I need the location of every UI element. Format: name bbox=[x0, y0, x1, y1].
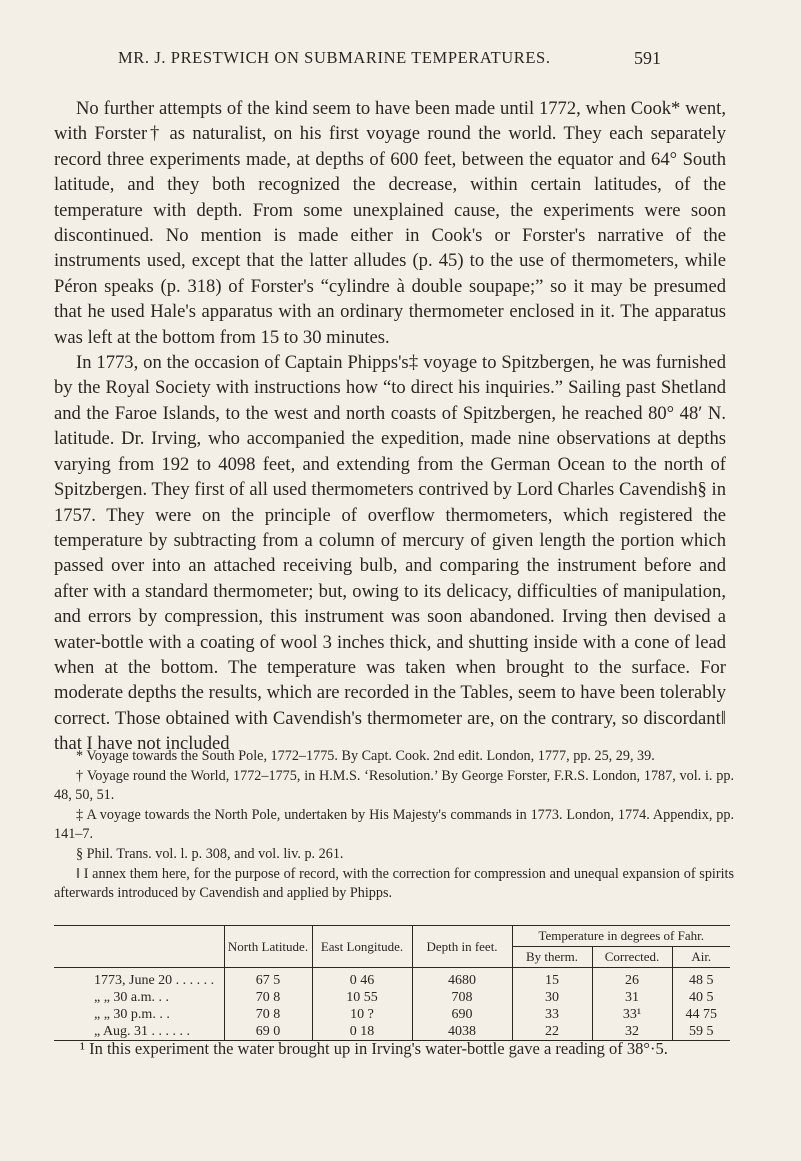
col-header-latitude: North Latitude. bbox=[224, 926, 312, 968]
col-header-date bbox=[54, 926, 224, 968]
body-text bbox=[54, 96, 726, 757]
cell-latitude: 70 8 bbox=[224, 1006, 312, 1023]
footnote-phipps: ‡ A voyage towards the North Pole, undertaken by His Majesty's commands in 1773. London, 1774. Appendix, pp. 141–7. bbox=[54, 806, 734, 843]
cell-depth: 4680 bbox=[412, 968, 512, 990]
cell-corrected: 31 bbox=[592, 989, 672, 1006]
footnote-forster: † Voyage round the World, 1772–1775, in H.M.S. ‘Resolution.’ By George Forster, F.R.S. London, 1787, vol. i. pp. 48, 50, 51. bbox=[54, 767, 734, 804]
cell-air: 44 75 bbox=[672, 1006, 730, 1023]
table-row bbox=[54, 968, 730, 990]
col-header-air: Air. bbox=[672, 947, 730, 968]
cell-longitude: 0 18 bbox=[312, 1023, 412, 1041]
table-row bbox=[54, 989, 730, 1006]
cell-by-therm: 30 bbox=[512, 989, 592, 1006]
cell-by-therm: 22 bbox=[512, 1023, 592, 1041]
table-row bbox=[54, 1006, 730, 1023]
cell-longitude: 0 46 bbox=[312, 968, 412, 990]
col-header-longitude: East Longitude. bbox=[312, 926, 412, 968]
cell-depth: 690 bbox=[412, 1006, 512, 1023]
cell-date: 1773, June 20 . . . . . . bbox=[54, 968, 224, 990]
cell-date: „ Aug. 31 . . . . . . bbox=[54, 1023, 224, 1041]
cell-by-therm: 33 bbox=[512, 1006, 592, 1023]
cell-air: 48 5 bbox=[672, 968, 730, 990]
footnotes bbox=[54, 747, 734, 904]
cell-date: „ „ 30 a.m. . . bbox=[94, 990, 170, 1005]
table-row bbox=[54, 1023, 730, 1041]
cell-longitude: 10 55 bbox=[312, 989, 412, 1006]
cell-air: 59 5 bbox=[672, 1023, 730, 1041]
footnote-annex: ‖ I annex them here, for the purpose of record, with the correction for compression and unequal expansion of spirits afterwards introduced by Cavendish and applied by Phipps. bbox=[54, 865, 734, 902]
cell-corrected: 26 bbox=[592, 968, 672, 990]
col-header-by-therm: By therm. bbox=[512, 947, 592, 968]
table-footnote: ¹ In this experiment the water brought up in Irving's water-bottle gave a reading of 38°·5. bbox=[80, 1039, 668, 1058]
paragraph-1: No further attempts of the kind seem to have been made until 1772, when Cook* went, with Forster† as naturalist, on his first voyage round the world. They each separately record three experiments made, at depths of 600 feet, between the equator and 64° South latitude, and they both recognized the decrease, within certain latitudes, of the temperature with depth. From some unexplained cause, the experiments were soon discontinued. No mention is made either in Cook's or Forster's narrative of the instruments used, except that the latter alludes (p. 45) to the use of thermometers, while Péron speaks (p. 318) of Forster's “cylindre à double soupape;” so it may be presumed that he used Hale's apparatus with an ordinary thermometer enclosed in it. The apparatus was left at the bottom from 15 to 30 minutes. bbox=[54, 98, 726, 348]
cell-corrected: 32 bbox=[592, 1023, 672, 1041]
col-header-depth: Depth in feet. bbox=[412, 926, 512, 968]
cell-air: 40 5 bbox=[672, 989, 730, 1006]
cell-longitude: 10 ? bbox=[312, 1006, 412, 1023]
page-number: 591 bbox=[634, 48, 661, 68]
running-header bbox=[0, 48, 801, 78]
cell-depth: 4038 bbox=[412, 1023, 512, 1041]
header-title: MR. J. PRESTWICH ON SUBMARINE TEMPERATURES. bbox=[118, 48, 551, 67]
paragraph-2: In 1773, on the occasion of Captain Phipps's‡ voyage to Spitzbergen, he was furnished by the Royal Society with instructions how “to direct his inquiries.” Sailing past Shetland and the Faroe Islands, to the west and north coasts of Spitzbergen, he reached 80° 48′ N. latitude. Dr. Irving, who accompanied the expedition, made nine observations at depths varying from 192 to 4098 feet, and extending from the German Ocean to the north of Spitzbergen. They first of all used thermometers contrived by Lord Charles Cavendish§ in 1757. They were on the principle of overflow thermometers, which registered the temperature by subtracting from a column of mercury of given length the portion which passed over into an attached receiving bulb, and comparing the instrument before and after with a standard thermometer; but, owing to its delicacy, difficulties of manipulation, and errors by compression, this instrument was soon abandoned. Irving then devised a water-bottle with a coating of wool 3 inches thick, and shutting inside with a cone of lead when at the bottom. The temperature was taken when brought to the surface. For moderate depths the results, which are recorded in the Tables, seem to have been tolerably correct. Those obtained with Cavendish's thermometer are, on the contrary, so discordant‖ that I have not included bbox=[54, 352, 726, 755]
col-header-corrected: Corrected. bbox=[592, 947, 672, 968]
cell-latitude: 70 8 bbox=[224, 989, 312, 1006]
footnote-phil-trans: § Phil. Trans. vol. l. p. 308, and vol. liv. p. 261. bbox=[76, 845, 344, 862]
cell-latitude: 69 0 bbox=[224, 1023, 312, 1041]
col-header-temperature: Temperature in degrees of Fahr. bbox=[512, 926, 730, 947]
cell-depth: 708 bbox=[412, 989, 512, 1006]
cell-corrected: 33¹ bbox=[592, 1006, 672, 1023]
cell-by-therm: 15 bbox=[512, 968, 592, 990]
cell-date: „ „ 30 p.m. . . bbox=[94, 1007, 170, 1022]
footnote-cook: * Voyage towards the South Pole, 1772–1775. By Capt. Cook. 2nd edit. London, 1777, pp. 25, 29, 39. bbox=[76, 748, 655, 764]
cell-latitude: 67 5 bbox=[224, 968, 312, 990]
temperature-table bbox=[54, 925, 730, 1041]
